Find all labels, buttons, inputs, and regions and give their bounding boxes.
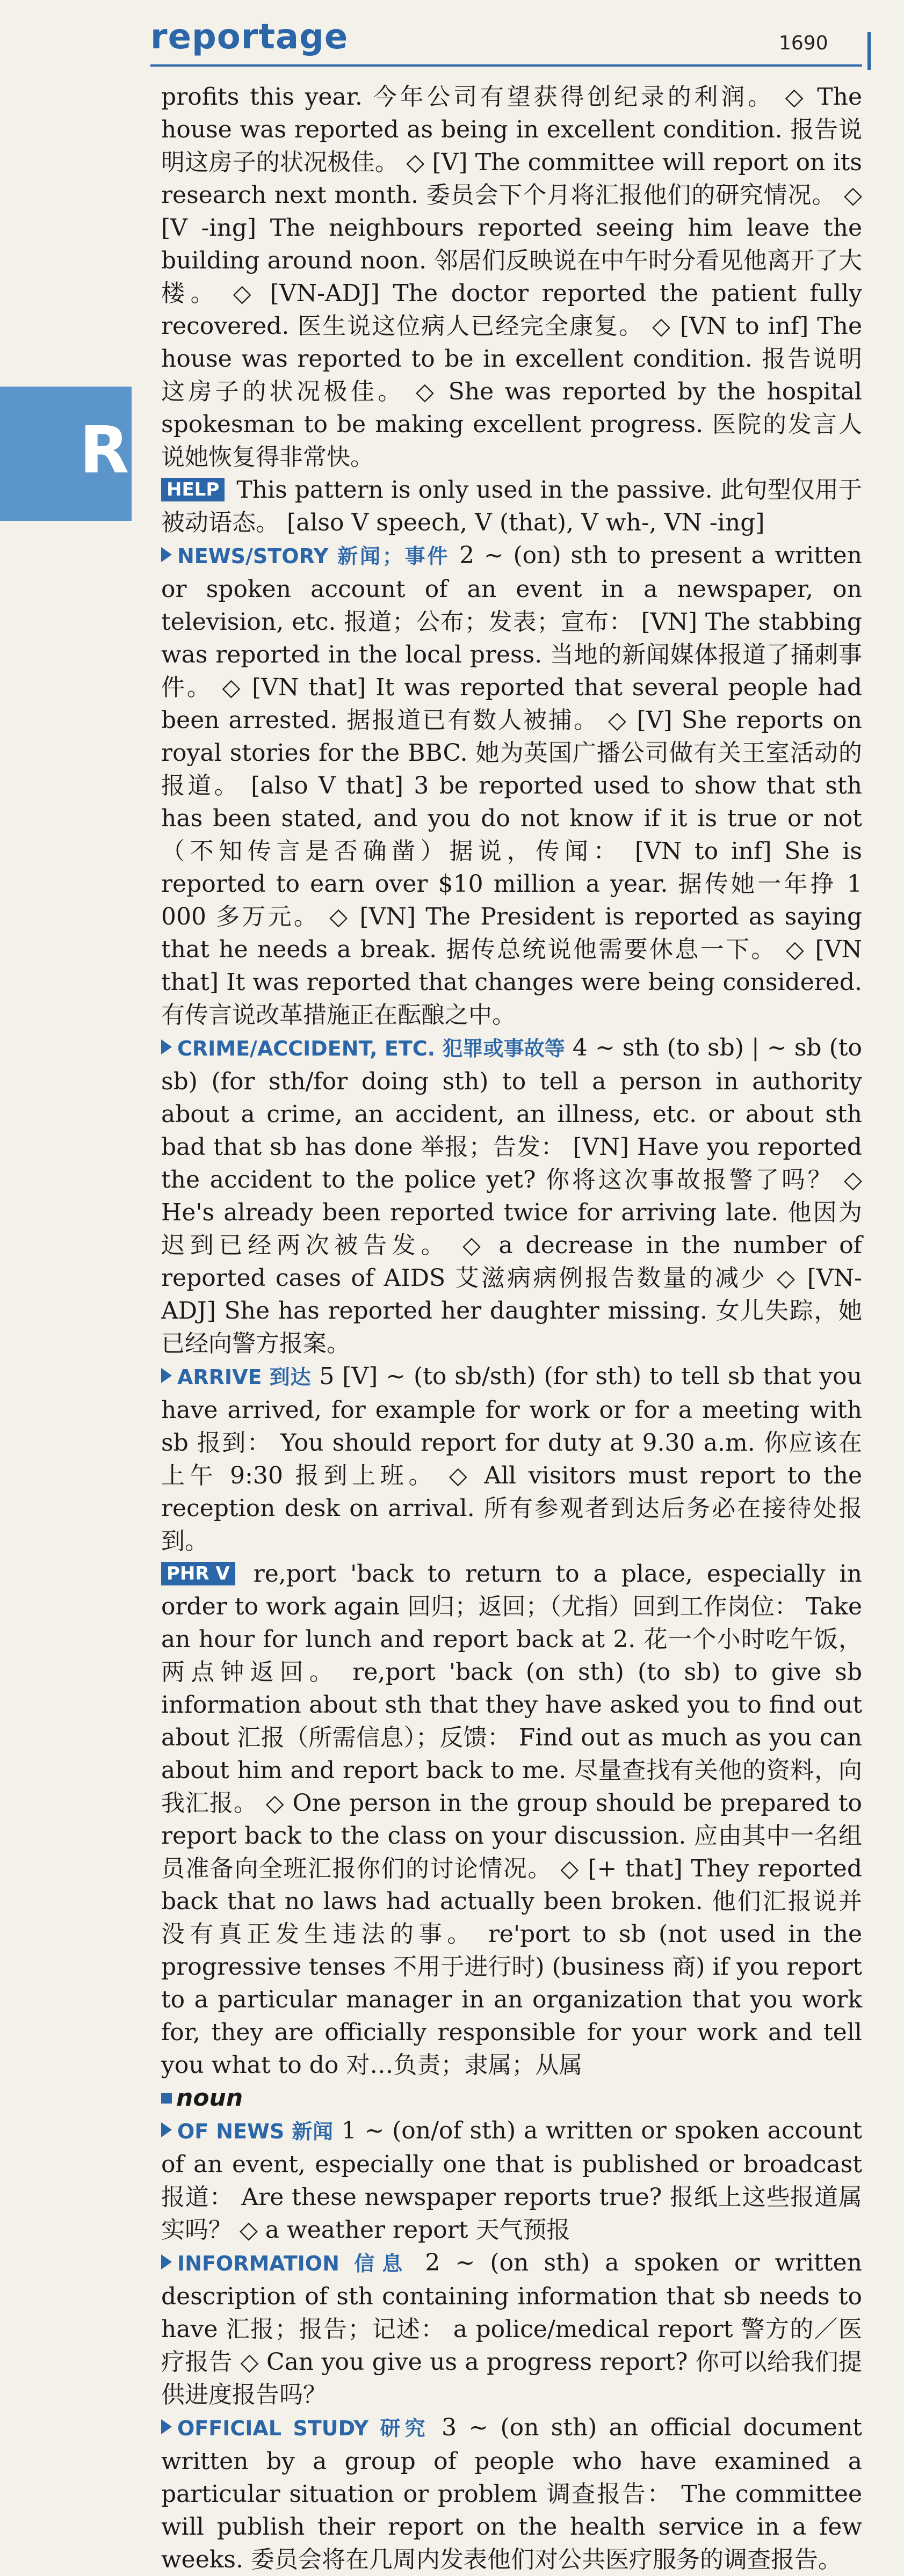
sense-crime-accident-text: 4 ~ sth (to sb) | ~ sb (to sb) (for sth/for doing sth) to tell a person in authority about a crime, an accident, an illness, etc. or about sth bad that sb has done 举报；告发： [VN] Have you reported the accident to the police yet? 你将这次事故报警了吗？ ◇ He's already been reported twice for arriving late. 他因为迟到已经两次被告发。 ◇ a decrease in the number of reported cases of AIDS 艾滋病病例报告数量的减少 ◇ [VN-ADJ] She has reported her daughter missing. 女儿失踪，她已经向警方报案。 [161,1034,862,1357]
header-rule [150,64,862,67]
shortcut-of-news: OF NEWS 新闻 [177,2120,334,2143]
sense-arrow-icon [161,2122,172,2137]
sense-official-study [161,2411,862,2576]
sense-arrow-icon [161,2419,172,2434]
sense-information-text: 2 ~ (on sth) a spoken or written description of sth containing information that sb needs to have 汇报；报告；记述： a police/medical report 警方的／医疗报告 ◇ Can you give us a progress report? 你可以给我们提供进度报告吗？ [161,2249,862,2408]
sense-arrow-icon [161,1368,172,1383]
section-square-icon [161,2093,172,2104]
help-note [161,474,862,539]
sense-of-news [161,2114,862,2246]
sense-arrow-icon [161,1039,172,1054]
part-of-speech-noun: noun [176,2084,243,2112]
sense-information [161,2246,862,2411]
sense-arrow-icon [161,2254,172,2269]
shortcut-arrive: ARRIVE 到达 [177,1365,312,1389]
page-edge-marker [867,32,871,70]
sense-news-story-text: 2 ~ (on) sth to present a written or spoken account of an event in a newspaper, on television, etc. 报道；公布；发表；宣布： [VN] The stabbing was reported in the local press. 当地的新闻媒体报道了捅刺事件。 ◇ [VN that] It was reported that several people had been arrested. 据报道已有数人被捕。 ◇ [V] She reports on royal stories for the BBC. 她为英国广播公司做有关王室活动的报道。 [also V that] 3 be reported used to show that sth has been stated, and you do not know if it is true or not（不知传言是否确凿）据说，传闻： [VN to inf] She is reported to earn over $10 million a year. 据传她一年挣 1 000 多万元。 ◇ [VN] The President is reported as saying that he needs a break. 据传总统说他需要休息一下。 ◇ [VN that] It was reported that changes were being considered. 有传言说改革措施正在酝酿之中。 [161,542,862,1029]
noun-section-label [161,2082,862,2114]
sense-crime-accident [161,1031,862,1360]
shortcut-official-study: OFFICIAL STUDY 研究 [177,2417,430,2440]
sense-news-story [161,539,862,1031]
phrasal-verb-label: PHR V [161,1562,235,1585]
sense-official-study-text: 3 ~ (on sth) an official document written by a group of people who have examined a particular situation or problem 调查报告： The committee will publish their report on the health service in a few weeks. 委员会将在几周内发表他们对公共医疗服务的调查报告。 [161,2414,862,2573]
phrasal-verbs-text: re,port 'back to return to a place, especially in order to work again 回归；返回；（尤指）回到工作岗位： Take an hour for lunch and report back at 2. 花一个小时吃午饭，两点钟返回。 re,port 'back (on sth) (to sb) to give sb information about sth that they have asked you to find out about 汇报（所需信息）；反馈： Find out as much as you can about him and report back to me. 尽量查找有关他的资料，向我汇报。 ◇ One person in the group should be prepared to report back to the class on your discussion. 应由其中一名组员准备向全班汇报你们的讨论情况。 ◇ [+ that] They reported back that no laws had actually been broken. 他们汇报说并没有真正发生违法的事。 re'port to sb (not used in the progressive tenses 不用于进行时) (business 商) if you report to a particular manager in an organization that you work for, they are officially responsible for your work and tell you what to do 对…负责；隶属；从属 [161,1560,862,2079]
shortcut-news-story: NEWS/STORY 新闻；事件 [177,544,450,568]
help-text: This pattern is only used in the passive. 此句型仅用于被动语态。 [also V speech, V (that), V wh-, VN -ing] [161,476,862,536]
phrasal-verbs [161,1558,862,2082]
dictionary-entry [161,81,862,2576]
running-headword: reportage [150,17,349,57]
sense-arrive [161,1360,862,1558]
page-number: 1690 [779,32,828,54]
thumb-index-letter: R [79,413,129,488]
shortcut-crime-accident: CRIME/ACCIDENT, ETC. 犯罪或事故等 [177,1037,565,1060]
sense-of-news-text: 1 ~ (on/of sth) a written or spoken account of an event, especially one that is published or broadcast 报道： Are these newspaper reports true? 报纸上这些报道属实吗？ ◇ a weather report 天气预报 [161,2117,863,2244]
help-label: HELP [161,478,225,501]
sense-arrow-icon [161,547,172,562]
shortcut-information: INFORMATION 信息 [177,2252,410,2275]
sense-arrive-text: 5 [V] ~ (to sb/sth) (for sth) to tell sb that you have arrived, for example for work or for a meeting with sb 报到： You should report for duty at 9.30 a.m. 你应该在上午 9:30 报到上班。 ◇ All visitors must report to the reception desk on arrival. 所有参观者到达后务必在接待处报到。 [161,1363,862,1555]
entry-paragraph-1: profits this year. 今年公司有望获得创纪录的利润。 ◇ The house was reported as being in excellent condition. 报告说明这房子的状况极佳。 ◇ [V] The committee will report on its research next month. 委员会下个月将汇报他们的研究情况。 ◇ [V -ing] The neighbours reported seeing him leave the building around noon. 邻居们反映说在中午时分看见他离开了大楼。 ◇ [VN-ADJ] The doctor reported the patient fully recovered. 医生说这位病人已经完全康复。 ◇ [VN to inf] The house was reported to be in excellent condition. 报告说明这房子的状况极佳。 ◇ She was reported by the hospital spokesman to be making excellent progress. 医院的发言人说她恢复得非常快。 [161,83,862,471]
page-header [0,0,904,72]
